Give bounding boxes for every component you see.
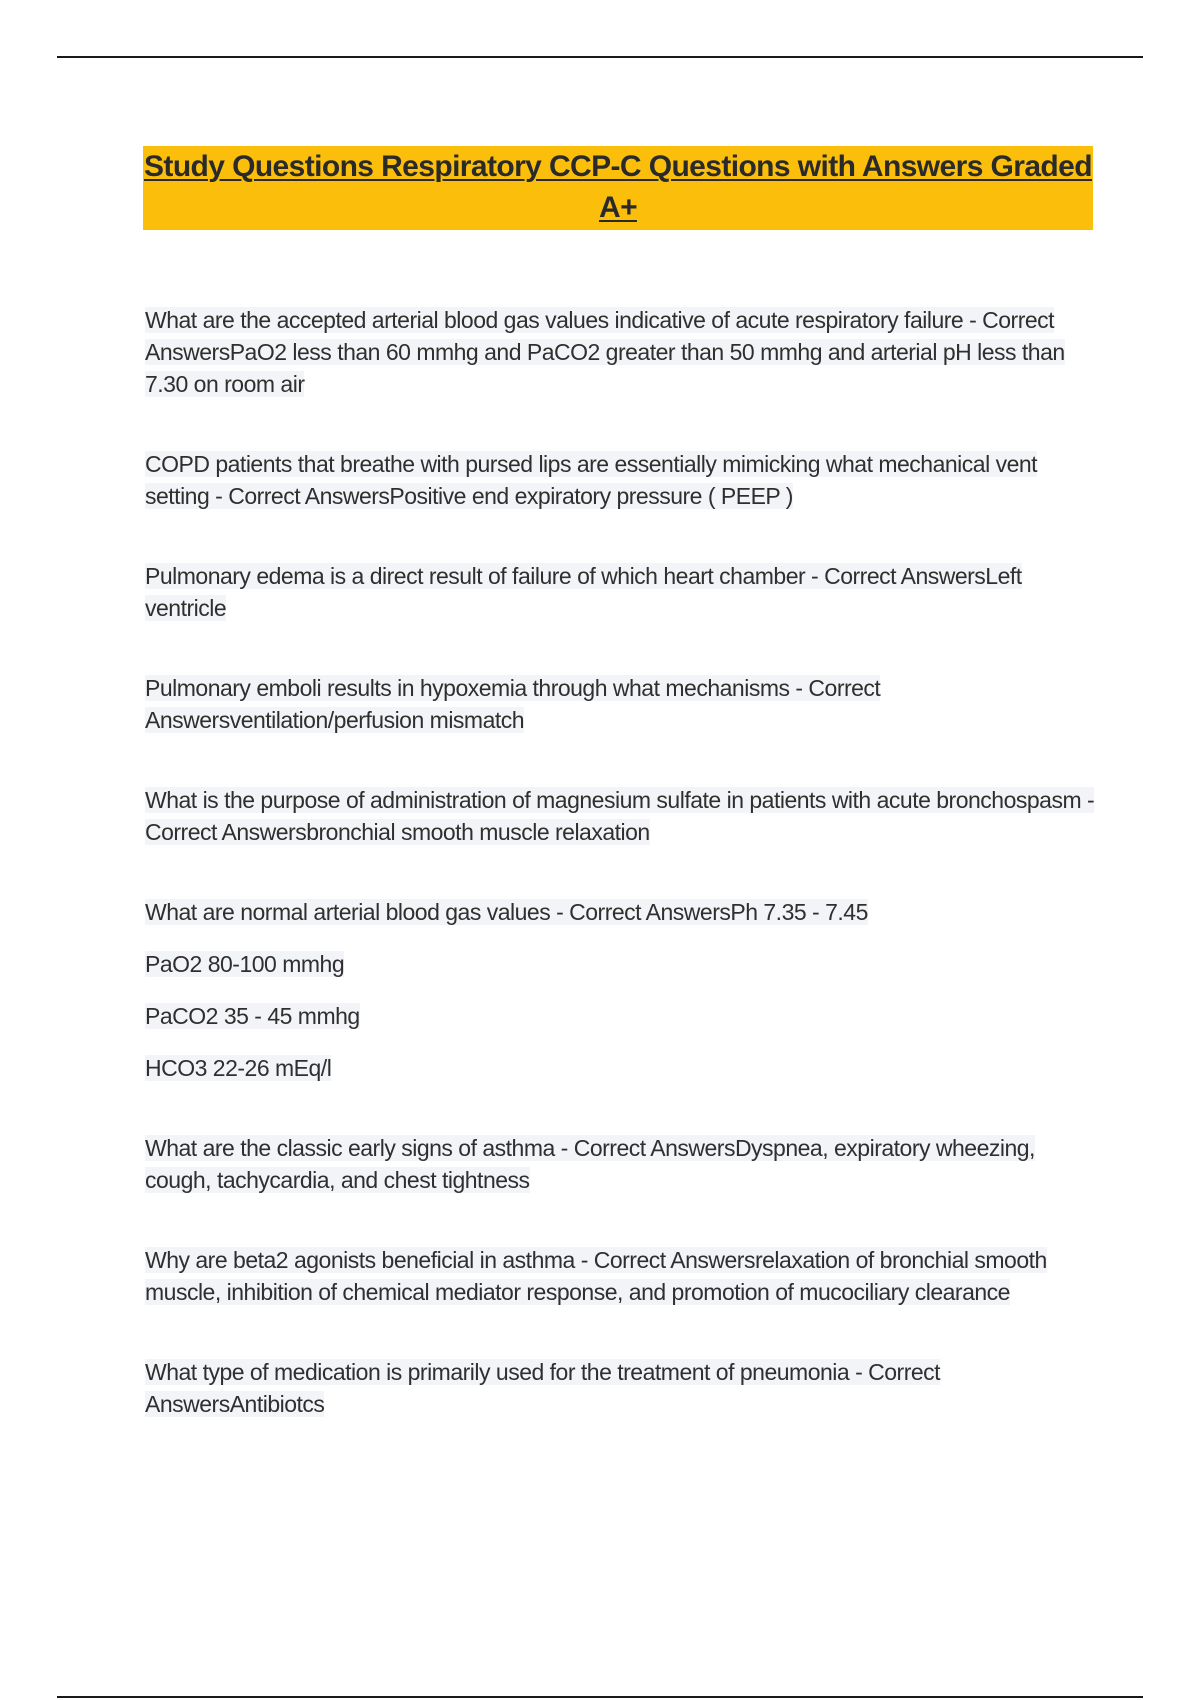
- document-title: Study Questions Respiratory CCP-C Questions with Answers Graded A+: [144, 150, 1092, 224]
- qa-text: COPD patients that breathe with pursed lips are essentially mimicking what mechanical vent setting - Correct AnswersPositive end expiratory pressure ( PEEP ): [145, 451, 1038, 509]
- qa-item-1: [145, 304, 1095, 400]
- qa-item-8: [145, 1356, 1095, 1420]
- abg-value: HCO3 22-26 mEq/l: [145, 1055, 332, 1081]
- abg-value: PaCO2 35 - 45 mmhg: [145, 1003, 360, 1029]
- qa-text: Why are beta2 agonists beneficial in asthma - Correct Answersrelaxation of bronchial smooth muscle, inhibition of chemical mediator response, and promotion of mucociliary clearance: [145, 1247, 1047, 1305]
- abg-line-hco3: [145, 1052, 1095, 1084]
- qa-text: Pulmonary emboli results in hypoxemia through what mechanisms - Correct Answersventilation/perfusion mismatch: [145, 675, 881, 733]
- qa-text: What are the classic early signs of asthma - Correct AnswersDyspnea, expiratory wheezing, cough, tachycardia, and chest tightness: [145, 1135, 1035, 1193]
- qa-text: Pulmonary edema is a direct result of failure of which heart chamber - Correct AnswersLeft ventricle: [145, 563, 1022, 621]
- bottom-rule: [57, 1696, 1143, 1698]
- qa-text: What type of medication is primarily used for the treatment of pneumonia - Correct AnswersAntibiotcs: [145, 1359, 941, 1417]
- qa-item-6: [145, 1132, 1095, 1196]
- qa-item-5: [145, 784, 1095, 848]
- abg-line-pao2: [145, 948, 1095, 980]
- qa-item-4: [145, 672, 1095, 736]
- qa-item-2: [145, 448, 1095, 512]
- qa-list: [145, 304, 1095, 1420]
- qa-text: What are normal arterial blood gas values - Correct AnswersPh 7.35 - 7.45: [145, 899, 868, 925]
- title-banner: [143, 146, 1093, 230]
- qa-item-abg: [145, 896, 1095, 928]
- qa-text: What are the accepted arterial blood gas values indicative of acute respiratory failure - Correct AnswersPaO2 less than 60 mmhg and PaCO2 greater than 50 mmhg and arterial pH less than 7.30 on room air: [145, 307, 1065, 397]
- qa-text: What is the purpose of administration of magnesium sulfate in patients with acute bronchospasm - Correct Answersbronchial smooth muscle relaxation: [145, 787, 1095, 845]
- top-rule: [57, 56, 1143, 58]
- abg-line-paco2: [145, 1000, 1095, 1032]
- qa-item-3: [145, 560, 1095, 624]
- abg-value: PaO2 80-100 mmhg: [145, 951, 345, 977]
- qa-item-7: [145, 1244, 1095, 1308]
